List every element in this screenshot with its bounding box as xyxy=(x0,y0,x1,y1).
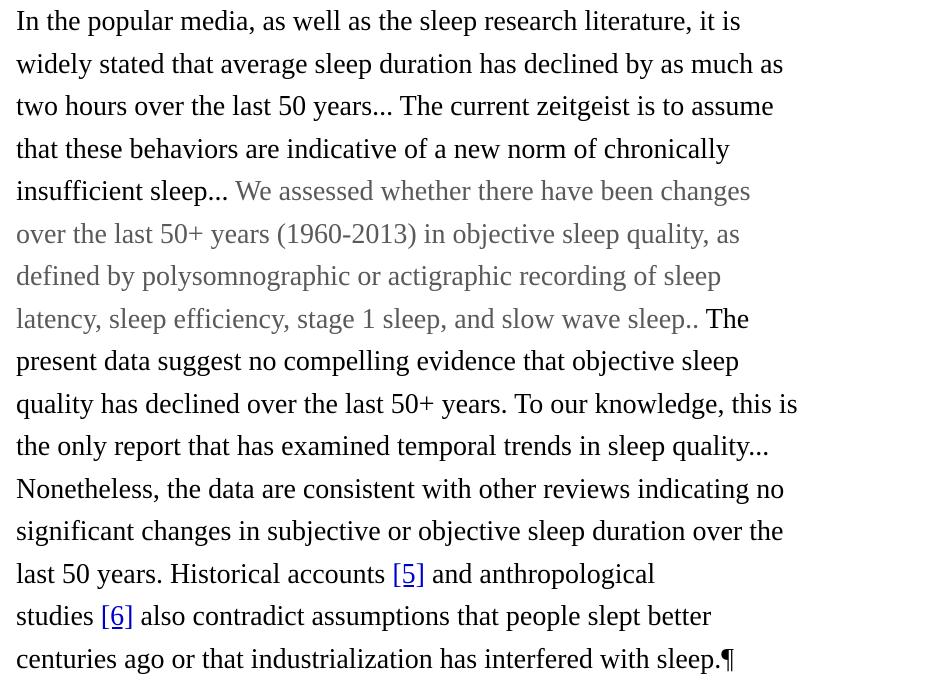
text-run: the only report that has examined temporal trends in sleep quality... xyxy=(16,431,770,462)
text-run: significant changes in subjective or objective sleep duration over the xyxy=(16,516,784,547)
text-run: also contradict assumptions that people slept better xyxy=(133,601,712,632)
text-line xyxy=(16,43,783,86)
text-line xyxy=(16,255,721,298)
text-line xyxy=(16,0,741,43)
text-line xyxy=(16,340,739,383)
text-line xyxy=(16,468,784,511)
text-run: In the popular media, as well as the sleep research literature, it is xyxy=(16,6,741,37)
text-line xyxy=(16,383,798,426)
text-run: two hours over the last 50 years... The current zeitgeist is to assume xyxy=(16,91,774,122)
text-run: insufficient sleep... xyxy=(16,176,236,207)
text-run: last 50 years. Historical accounts xyxy=(16,558,393,590)
text-run: quality has declined over the last 50+ years. To our knowledge, this is xyxy=(16,388,798,420)
text-run: present data suggest no compelling evidence that objective sleep xyxy=(16,346,740,377)
text-run: and anthropological xyxy=(425,558,656,590)
text-line xyxy=(16,638,734,681)
text-line xyxy=(16,213,740,256)
text-line xyxy=(16,298,749,341)
text-line xyxy=(16,595,711,638)
text-line xyxy=(16,85,774,128)
quoted-text-run: over the last 50+ years (1960-2013) in objective sleep quality, as xyxy=(16,218,740,250)
quoted-text-run: latency, sleep efficiency, stage 1 sleep, and slow wave sleep.. xyxy=(16,303,700,335)
text-run: studies xyxy=(16,601,101,632)
reference-link-5[interactable]: [5] xyxy=(392,558,425,590)
quoted-text-run: We assessed whether there have been changes xyxy=(235,176,751,207)
text-run: widely stated that average sleep duration has declined by as much as xyxy=(16,48,784,80)
text-run: Nonetheless, the data are consistent with other reviews indicating no xyxy=(16,473,785,505)
text-run: that these behaviors are indicative of a new norm of chronically xyxy=(16,133,730,165)
text-run: The xyxy=(699,303,750,335)
text-line xyxy=(16,425,769,468)
text-line xyxy=(16,510,783,553)
quoted-text-run: defined by polysomnographic or actigraphic recording of sleep xyxy=(16,261,722,292)
text-line xyxy=(16,553,655,596)
text-run: centuries ago or that industrialization has interfered with sleep.¶ xyxy=(16,643,734,675)
reference-link-6[interactable]: [6] xyxy=(100,601,134,632)
text-line xyxy=(16,128,730,171)
text-line xyxy=(16,170,751,213)
